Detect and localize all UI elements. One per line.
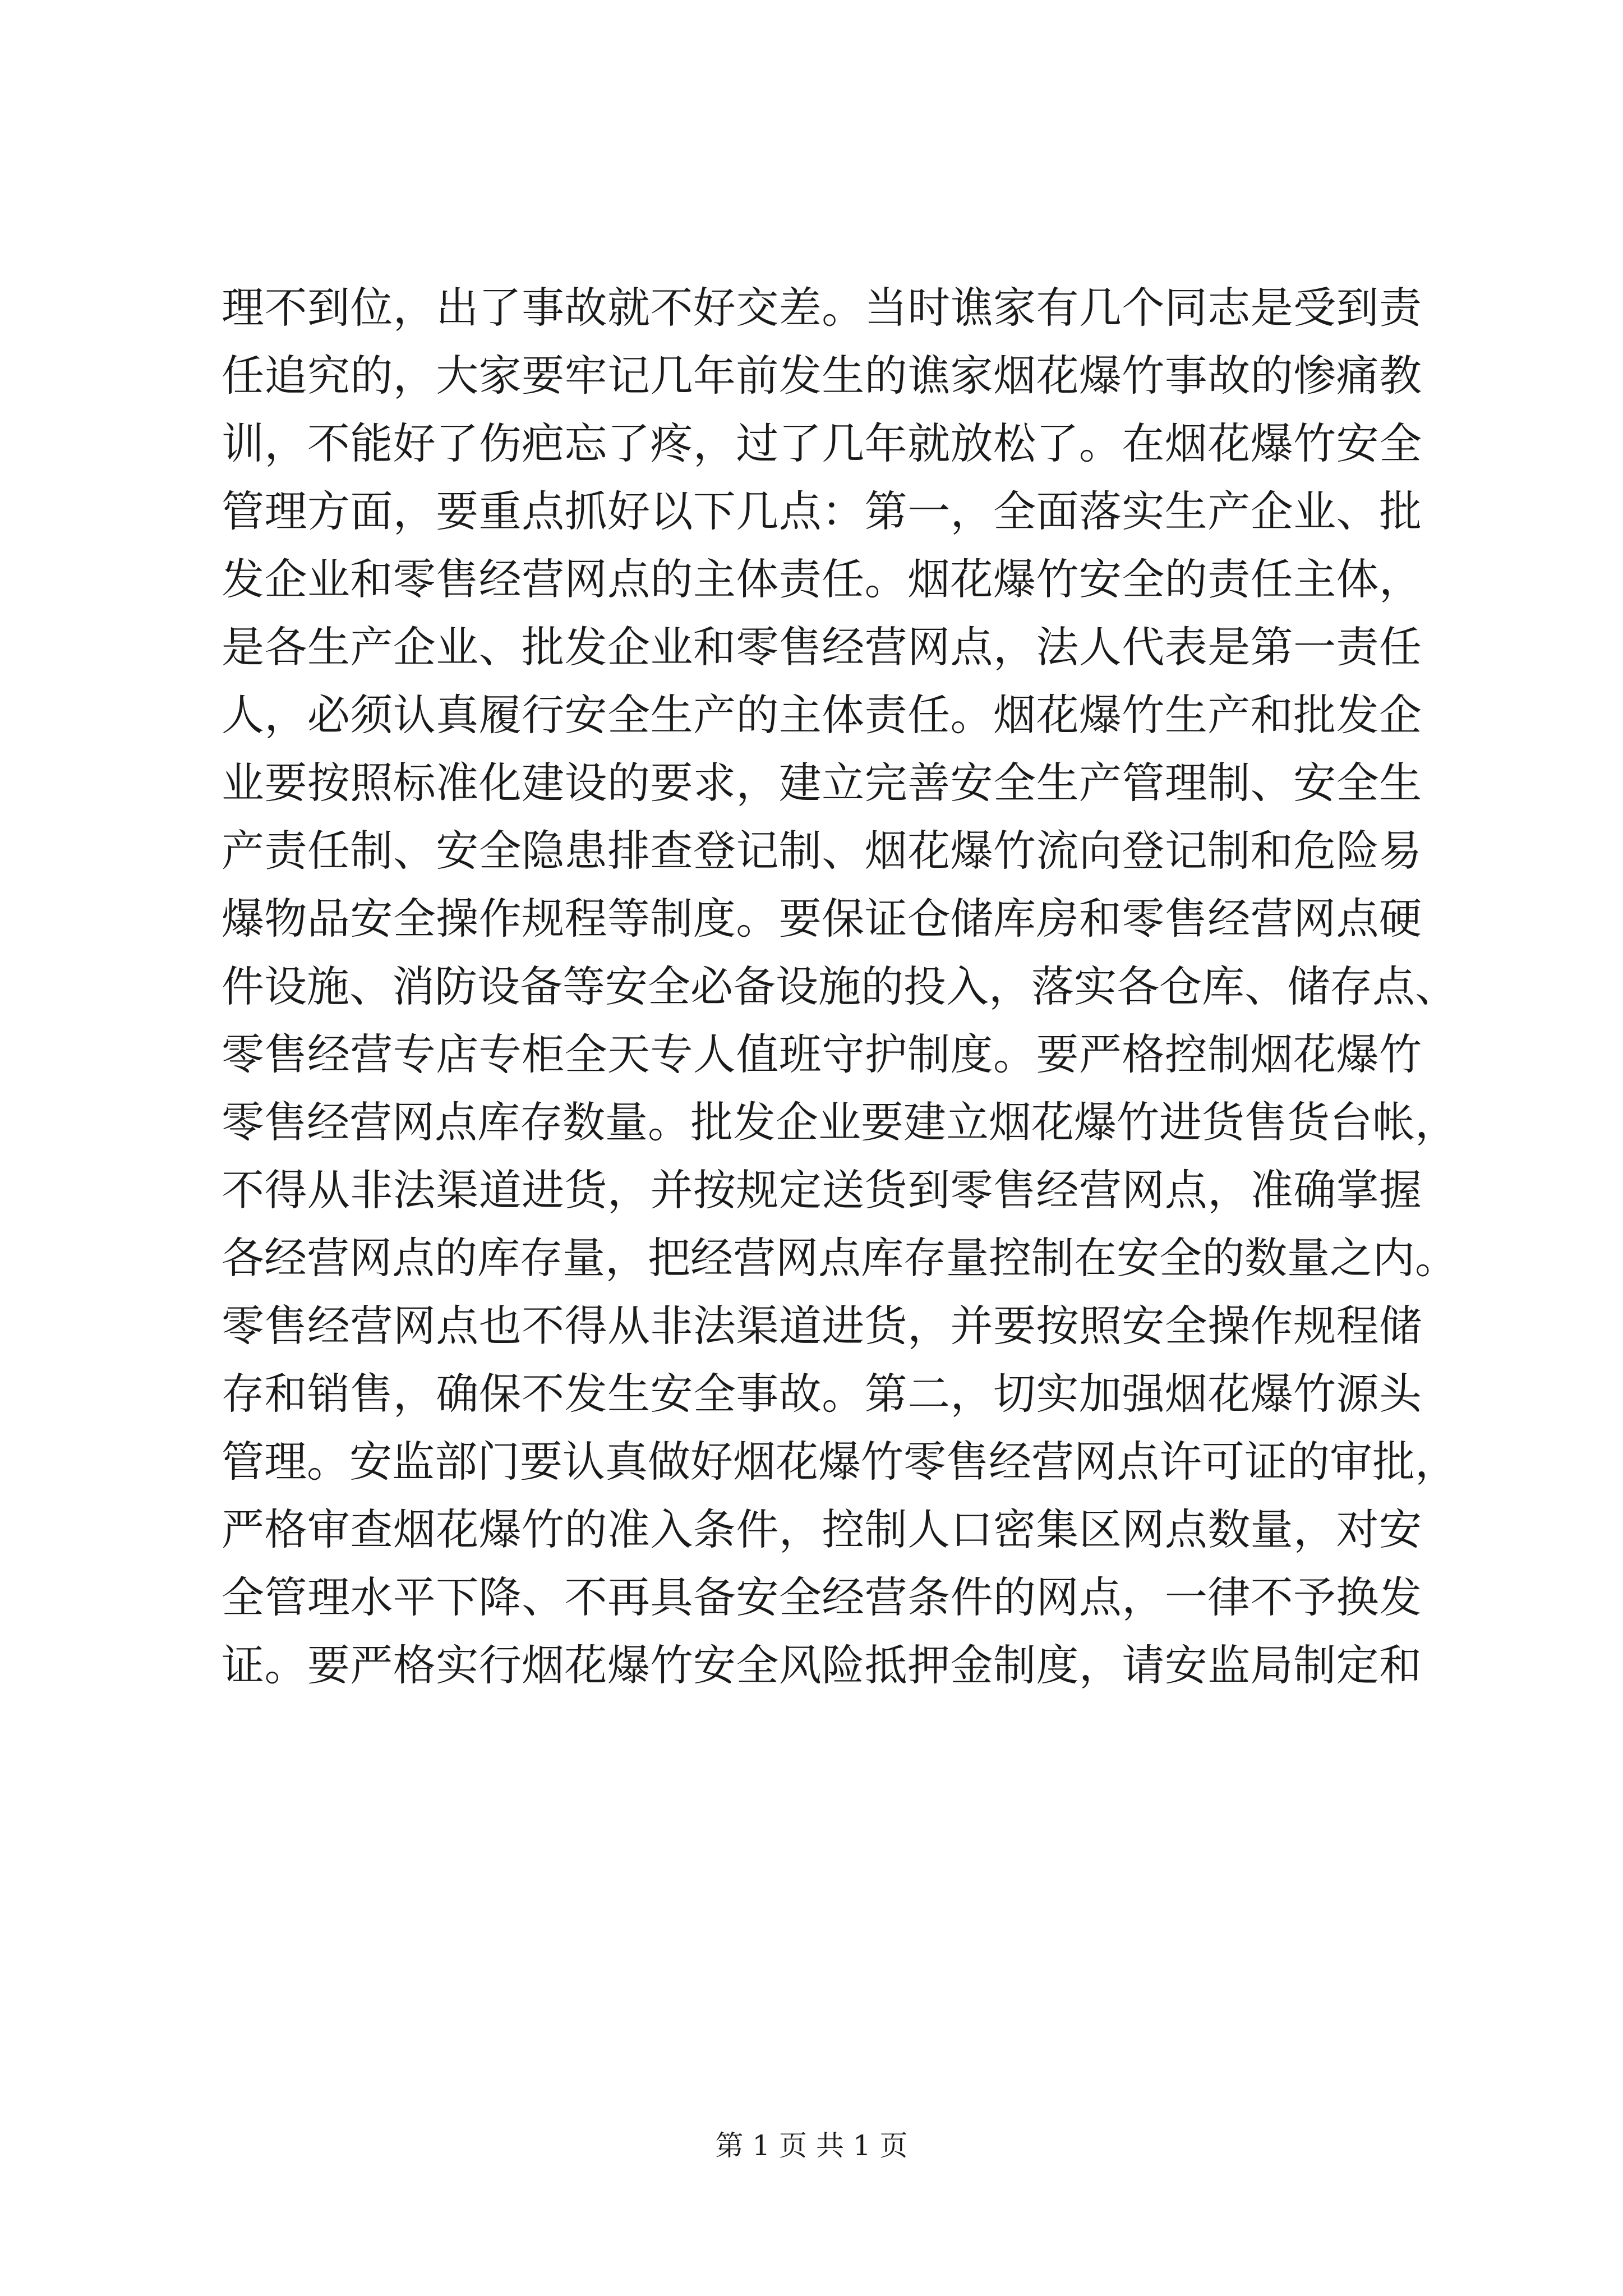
text-line: 任追究的，大家要牢记几年前发生的谯家烟花爆竹事故的惨痛教 <box>222 351 1422 401</box>
text-line: 存和销售，确保不发生安全事故。第二，切实加强烟花爆竹源头 <box>222 1369 1422 1419</box>
text-line: 零售经营网点库存数量。批发企业要建立烟花爆竹进货售货台帐， <box>222 1097 1458 1147</box>
text-line: 零售经营专店专柜全天专人值班守护制度。要严格控制烟花爆竹 <box>222 1029 1422 1079</box>
text-line: 训，不能好了伤疤忘了疼，过了几年就放松了。在烟花爆竹安全 <box>222 418 1422 468</box>
text-line: 件设施、消防设备等安全必备设施的投入，落实各仓库、储存点、 <box>222 961 1458 1011</box>
text-line: 零售经营网点也不得从非法渠道进货，并要按照安全操作规程储 <box>222 1301 1422 1351</box>
text-line: 全管理水平下降、不再具备安全经营条件的网点，一律不予换发 <box>222 1572 1422 1622</box>
text-line: 严格审查烟花爆竹的准入条件，控制人口密集区网点数量，对安 <box>222 1504 1422 1554</box>
text-line: 是各生产企业、批发企业和零售经营网点，法人代表是第一责任 <box>222 622 1422 672</box>
text-line: 管理方面，要重点抓好以下几点：第一，全面落实生产企业、批 <box>222 486 1422 536</box>
text-line: 理不到位，出了事故就不好交差。当时谯家有几个同志是受到责 <box>222 283 1422 333</box>
body-text <box>222 274 1458 1699</box>
text-line: 发企业和零售经营网点的主体责任。烟花爆竹安全的责任主体， <box>222 554 1422 604</box>
text-line: 管理。安监部门要认真做好烟花爆竹零售经营网点许可证的审批， <box>222 1437 1458 1487</box>
page-footer <box>0 2129 1623 2162</box>
text-line: 人，必须认真履行安全生产的主体责任。烟花爆竹生产和批发企 <box>222 690 1422 740</box>
text-line: 爆物品安全操作规程等制度。要保证仓储库房和零售经营网点硬 <box>222 894 1422 944</box>
text-line: 证。要严格实行烟花爆竹安全风险抵押金制度，请安监局制定和 <box>222 1640 1422 1690</box>
text-line: 各经营网点的库存量，把经营网点库存量控制在安全的数量之内。 <box>222 1233 1458 1283</box>
text-line: 产责任制、安全隐患排查登记制、烟花爆竹流向登记制和危险易 <box>222 826 1422 876</box>
text-line: 业要按照标准化建设的要求，建立完善安全生产管理制、安全生 <box>222 758 1422 808</box>
page-number-label: 第 1 页 共 1 页 <box>715 2129 908 2162</box>
text-line: 不得从非法渠道进货，并按规定送货到零售经营网点，准确掌握 <box>222 1165 1422 1215</box>
